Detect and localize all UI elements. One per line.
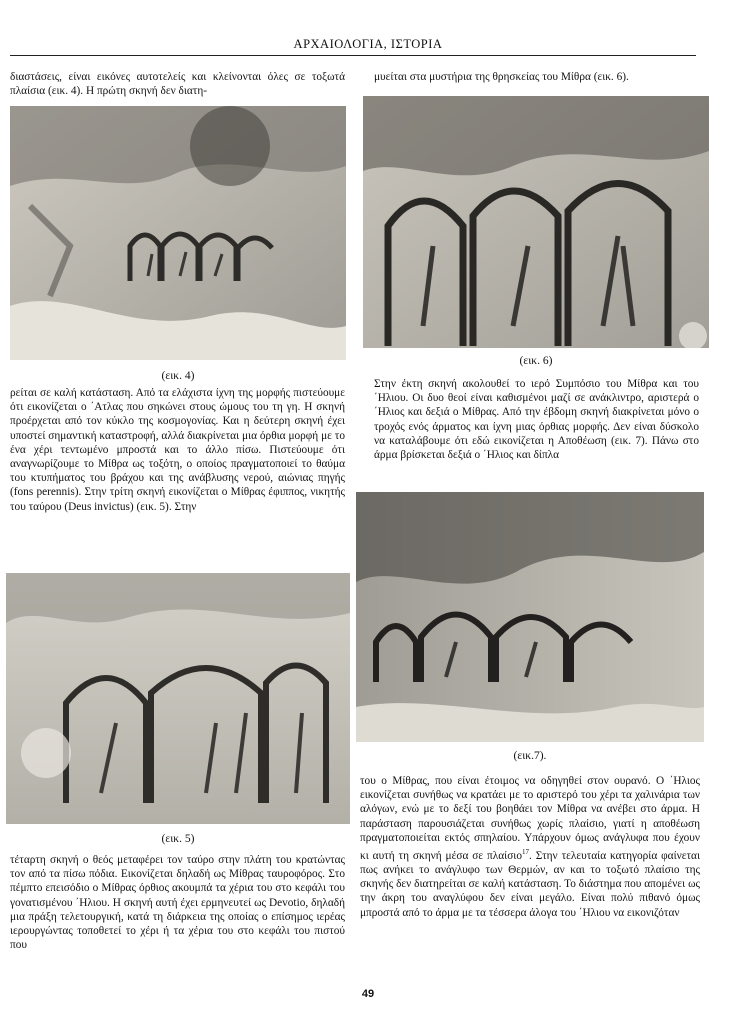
- left-column-middle-text: [10, 386, 345, 514]
- paragraph: Στην έκτη σκηνή ακολουθεί το ιερό Συμπόσιο του Μίθρα και του ΄Ηλιου. Οι δυο θεοί είναι καθισμένοι μαζί σε ανάκλιντρο, αριστερά ο ΄Ηλιος και δεξιά ο Μίθρας. Από την έβδομη σκηνή διακρίνεται μόνο ο τροχός ενός άρματος και ίχνη μιας όρθιας μορφής. Δεν είναι δύσκολο να καταλάβουμε ότι εδώ εικονίζεται η Αποθέωση (εικ. 7). Πάνω στο άρμα βρίσκεται δεξιά ο ΄Ηλιος και δίπλα: [374, 378, 699, 462]
- header-rule: [10, 55, 696, 56]
- figure-4-caption: (εικ. 4): [161, 370, 195, 382]
- figure-6-caption: (εικ. 6): [519, 355, 553, 367]
- figure-7-caption: (εικ.7).: [513, 750, 547, 762]
- running-header: ΑΡΧΑΙΟΛΟΓΙΑ, ΙΣΤΟΡΙΑ: [293, 37, 443, 51]
- right-column-middle-text: [374, 377, 699, 462]
- text-run: . Στην τελευταία κατηγορία φαίνεται πως ανήκει το ανάγλυφο των Θερμών, αν και το τοξωτό πλαίσιο της σκηνής δεν διατηρείται σε καλή κατάσταση. Το διάστημα που απομένει ως την άκρη του αναγλύφου δεν είναι μεγάλο. Είναι πολύ πιθανό όμως μπροστά από το άρμα με τα τέσσερα άλογα του ΄Ηλιου να εικονιζόταν: [360, 849, 700, 919]
- figure-6-photo: [363, 96, 709, 348]
- figure-4-photo: [10, 106, 346, 360]
- footnote-marker: 17: [521, 848, 529, 857]
- figure-5-caption: (εικ. 5): [161, 833, 195, 845]
- left-column-top-text: [10, 70, 345, 98]
- text-run: του ο Μίθρας, που είναι έτοιμος να οδηγηθεί στον ουρανό. Ο ΄Ηλιος εικονίζεται συνήθως να κρατάει με το αριστερό του χέρι τα χαλινάρια των αλόγων, ενώ με το δεξί του βοηθάει τον Μίθρα να ανέβει στο άρμα. Η παράσταση παρουσιάζεται συνήθως χωρίς πλαίσιο, γιατί η αποθέωση πραγματοποιείται εκτός σπηλαίου. Υπάρχουν όμως ανάγλυφα που έχουν κι αυτή τη σκηνή μέσα σε πλαίσιο: [360, 775, 700, 862]
- left-column-bottom-text: [10, 853, 345, 952]
- right-column-top-text: [374, 70, 699, 84]
- paragraph: ρείται σε καλή κατάσταση. Από τα ελάχιστα ίχνη της μορφής πιστεύουμε ότι εικονίζεται ο ΄Ατλας που σηκώνει στους ώμους του τη γη. Η σκηνή προέρχεται από τον κύκλο της κοσμογονίας. Και η δεύτερη σκηνή έχει υποστεί σημαντική καταστροφή, αλλά διακρίνεται μια όρθια μορφή με το ένα χέρι τεντωμένο μπροστά και το άλλο πίσω. Πιστεύουμε ότι αναγνωρίζουμε το Μίθρα ως τοξότη, ο οποίος πραγματοποιεί το θαύμα του κτυπήματος του βράχου και της ανάβλυσης νερού, αιώνιας πηγής (fons perennis). Στην τρίτη σκηνή εικονίζεται ο Μίθρας έφιππος, νικητής του ταύρου (Deus invictus) (εικ. 5). Στην: [10, 387, 345, 513]
- paragraph: διαστάσεις, είναι εικόνες αυτοτελείς και κλείνονται όλες σε τοξωτά πλαίσια (εικ. 4). Η πρώτη σκηνή δεν διατη-: [10, 71, 345, 98]
- paragraph: μυείται στα μυστήρια της θρησκείας του Μίθρα (εικ. 6).: [374, 71, 629, 83]
- right-column-bottom-text: [360, 774, 700, 920]
- figure-5-photo: [6, 573, 350, 824]
- paragraph: τέταρτη σκηνή ο θεός μεταφέρει τον ταύρο στην πλάτη του κρατώντας τον από τα πίσω πόδια. Εικονίζεται δηλαδή ως Μίθρας ταυροφόρος. Στο πέμπτο επεισόδιο ο Μίθρας όρθιος ακουμπά τα χέρια του στο κεφάλι του γονατισμένου ΄Ηλιου. Η σκηνή αυτή έχει ερμηνευτεί ως Devotio, δηλαδή μια πράξη τελετουργική, κατά τη διάρκεια της οποίας ο επίσημος ιερέας ιερουργώντας τοποθετεί το χέρι ή τα χέρια του στο κεφάλι του πιστού που: [10, 854, 345, 952]
- figure-7-photo: [356, 492, 704, 742]
- page-number: 49: [361, 988, 375, 1000]
- paragraph: [360, 774, 700, 920]
